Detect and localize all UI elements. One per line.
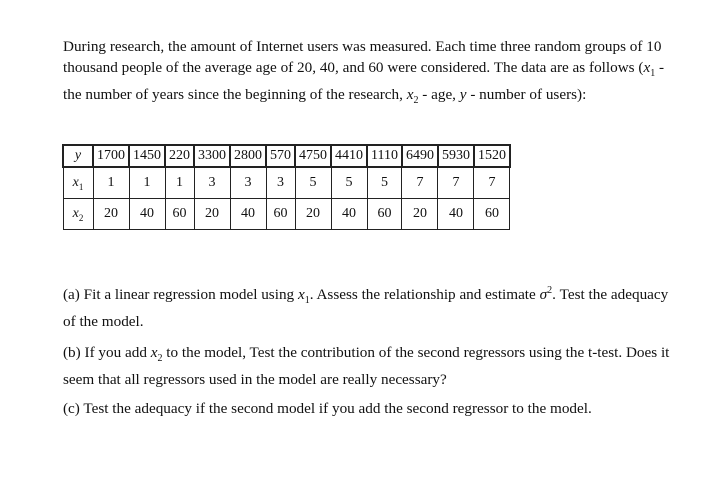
table-cell: 20 [402,199,438,230]
row-label-x2: $x_2$ [63,199,93,230]
data-table [62,144,511,230]
table-cell: 1 [129,167,165,199]
x2-symbol: $x_2$ [406,86,419,107]
table-cell: 40 [230,199,266,230]
table-cell: 60 [165,199,194,230]
table-cell: 4750 [295,145,331,167]
table-cell: 1 [165,167,194,199]
table-row-y [63,145,510,167]
y-symbol: y [459,86,467,104]
table-row-x2 [63,199,510,230]
question-a-text-1: (a) Fit a linear regression model using [63,286,298,304]
question-c: (c) Test the adequacy if the second model if you add the second regressor to the model. [63,400,592,417]
intro-text-1: During research, the amount of Internet users was measured. Each time three random groups of 10 thousand people of the average age of 20, 40, and 60 were considered. The data are as follows ( [63,38,662,76]
table-cell: 6490 [402,145,438,167]
table-cell: 1700 [93,145,129,167]
question-a-x1-symbol: $x_1$ [297,286,310,307]
table-cell: 40 [331,199,367,230]
table-cell: 1110 [367,145,402,167]
sigma-symbol: $\sigma^2$ [539,285,553,304]
table-cell: 7 [438,167,474,199]
table-cell: 5 [295,167,331,199]
question-a-text-2: . Assess the relationship and estimate [309,286,540,304]
table-cell: 7 [402,167,438,199]
table-cell: 20 [194,199,230,230]
table-cell: 60 [474,199,510,230]
question-b-text-2: to the model, Test the contribution of the second regressors using the t-test. Does it seem that all regressors used in the model are really necessary? [63,344,670,389]
data-table-wrapper [62,144,511,230]
question-b [63,342,673,390]
table-row-x1 [63,167,510,199]
table-cell: 1 [93,167,129,199]
table-cell: 60 [266,199,295,230]
table-cell: 60 [367,199,402,230]
table-cell: 1450 [129,145,165,167]
table-cell: 2800 [230,145,266,167]
table-cell: 40 [129,199,165,230]
table-cell: 570 [266,145,295,167]
table-cell: 3 [230,167,266,199]
x1-symbol: $x_1$ [643,59,656,80]
intro-paragraph [63,36,681,111]
intro-text-3: - age, [418,86,460,104]
question-a [63,280,673,332]
table-cell: 5 [331,167,367,199]
table-cell: 20 [295,199,331,230]
table-cell: 1520 [474,145,510,167]
table-cell: 3300 [194,145,230,167]
intro-text-2: - the number of years since the beginning of the research, [63,59,665,104]
table-cell: 7 [474,167,510,199]
table-cell: 5 [367,167,402,199]
intro-text-4: - number of users): [466,86,587,104]
table-cell: 3 [194,167,230,199]
table-cell: 220 [165,145,194,167]
row-label-x1: $x_1$ [63,167,93,199]
table-cell: 4410 [331,145,367,167]
question-b-x2-symbol: $x_2$ [150,344,163,365]
table-cell: 20 [93,199,129,230]
table-cell: 5930 [438,145,474,167]
question-b-text-1: (b) If you add [63,344,151,361]
row-label-y: y [63,145,93,167]
question-a-text-3: . Test the adequacy of the model. [63,286,669,331]
table-cell: 3 [266,167,295,199]
table-cell: 40 [438,199,474,230]
